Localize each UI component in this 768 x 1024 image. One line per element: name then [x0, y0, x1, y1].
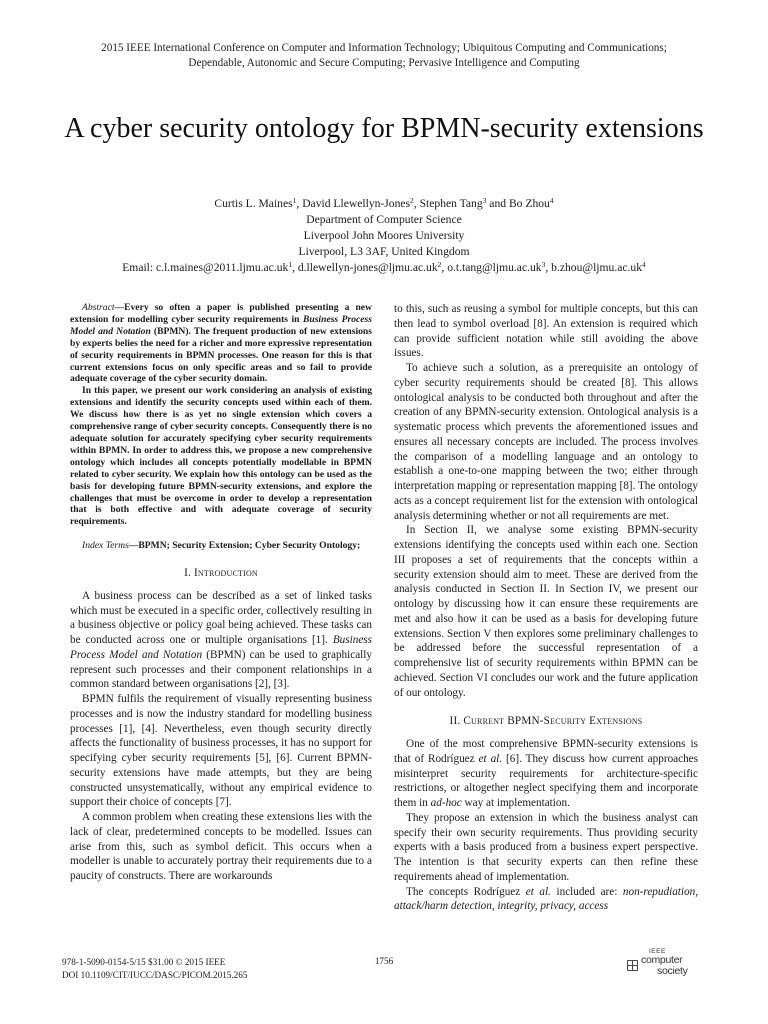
- body-emphasis: et al.: [478, 752, 503, 765]
- author-name: David Llewellyn-Jones: [302, 197, 411, 210]
- body-paragraph: [394, 737, 698, 811]
- right-column: [394, 302, 698, 914]
- body-emphasis: non-repudiation, attack/harm detection, integrity, privacy, access: [394, 885, 698, 913]
- email-label: Email:: [122, 261, 157, 274]
- conference-line-1: 2015 IEEE International Conference on Computer and Information Technology; Ubiquitous Computing and Communications;: [101, 42, 667, 54]
- email-link[interactable]: c.l.maines@2011.ljmu.ac.uk: [156, 261, 289, 274]
- abstract-paragraph: In this paper, we present our work considering an analysis of existing extensions and identify the security concepts used within each of them. We discuss how there is as yet no single extension which covers a comprehensive range of cyber security concepts. Consequently there is no adequate solution for accurately specifying cyber security requirements within BPMN. In order to address this, we propose a new comprehensive ontology which includes all concepts potentially modellable in BPMN related to cyber security. We explain how this ontology can be used as the basis for developing future BPMN-security extensions, and explore the challenges that must be overcome in order to develop a representation that is both effective and with adequate coverage of security requirements.: [70, 385, 372, 528]
- affiliation-mark: 2: [410, 196, 414, 205]
- body-paragraph: In Section II, we analyse some existing BPMN-security extensions identifying the concepts used within each one. Section III proposes a set of requirements that the concepts within a security extension should aim to meet. These are derived from the analysis conducted in Section II. In Section IV, we present our ontology by discussing how it can ensure these requirements are met and also how it can be used as a basis for developing future extensions. Section V then explores some preliminary challenges to be addressed before the successful representation of a comprehensive list of security requirements within BPMN can be achieved. Section VI concludes our work and the future application of our ontology.: [394, 524, 698, 699]
- body-text: [6]. They discuss how current approaches misinterpret security requirements for architecture-specific restrictions, or altogether neglect specifying them and incorporate them in: [394, 752, 699, 809]
- footer-left: [62, 956, 247, 982]
- logo-text-mid: computer: [641, 954, 683, 966]
- affiliation-mark: 4: [642, 260, 646, 269]
- body-text: A business process can be described as a set of linked tasks which must be executed in a specific order, collectively resulting in a business objective or policy goal being achieved. These tasks can be conducted across one or multiple organisations [1].: [70, 589, 372, 647]
- logo-text-top: IEEE: [649, 948, 666, 955]
- abstract-emphasis: Business Process Model and Notation: [70, 313, 372, 337]
- author-name: Curtis L. Maines: [214, 197, 293, 210]
- department: Department of Computer Science: [306, 213, 462, 226]
- email-link[interactable]: d.llewellyn-jones@ljmu.ac.uk: [297, 261, 438, 274]
- author-separator: ,: [296, 197, 303, 210]
- body-paragraph: To achieve such a solution, as a prerequisite an ontology of cyber security requirements should be created [8]. This allows ontological analysis to be conducted both throughout and after the creation of any BPMN-security extension. Ontological analysis is a systematic process which prevents the aforementioned issues and ensures all necessary concepts are included. The process involves the comparison of a modelling language and an ontology to establish a one-to-one mapping between the two; either through interpretation mapping or representation mapping [8]. The ontology acts as a concept requirement list for the extension with ontological analysis determining whether or not all requirements are met.: [394, 362, 698, 522]
- author-name: Bo Zhou: [508, 197, 550, 210]
- author-name: Stephen Tang: [419, 197, 483, 210]
- address: Liverpool, L3 3AF, United Kingdom: [298, 245, 470, 258]
- body-emphasis: Business Process Model and Notation: [70, 634, 372, 661]
- author-separator: and: [486, 197, 509, 210]
- section-heading: I. Introduction: [184, 567, 258, 580]
- index-terms: [70, 540, 372, 552]
- email-separator: ,: [545, 261, 552, 274]
- author-separator: ,: [413, 197, 420, 210]
- logo-mark-icon: [627, 960, 638, 971]
- logo-text-bottom: society: [657, 965, 688, 977]
- author-names: [40, 196, 728, 212]
- body-paragraph: BPMN fulfils the requirement of visually representing business processes and is now the industry standard for modelling business processes [1], [4]. Nevertheless, even though security directly affects the functionality of business processes, it has no support for specifying cyber security requirements [5], [6]. Current BPMN-security extensions have made attempts, but they are being constructed unsystematically, without any empirical evidence to support their choice of concepts [7].: [70, 693, 372, 809]
- body-text: way at implementation.: [461, 797, 570, 809]
- index-terms-label: Index Terms: [82, 540, 129, 552]
- body-text: One of the most comprehensive BPMN-security extensions is that of Rodríguez: [394, 738, 698, 765]
- body-emphasis: ad-hoc: [430, 797, 462, 809]
- abstract-label: Abstract: [82, 302, 115, 313]
- ieee-computer-society-logo: [627, 948, 699, 978]
- email-link[interactable]: o.t.tang@ljmu.ac.uk: [447, 261, 542, 274]
- paper-title: A cyber security ontology for BPMN-security extensions: [64, 113, 704, 144]
- index-terms-text: —BPMN; Security Extension; Cyber Security Ontology;: [128, 540, 361, 552]
- isbn-line: 978-1-5090-0154-5/15 $31.00 © 2015 IEEE: [62, 957, 226, 967]
- university: Liverpool John Moores University: [303, 229, 465, 242]
- page-number: 1756: [374, 956, 394, 966]
- body-paragraph: They propose an extension in which the business analyst can specify their own security requirements. Thus providing security experts with a basis produced from a business expert perspective. The intention is that security experts can then refine these requirements ahead of implementation.: [394, 811, 698, 883]
- affiliation-mark: 1: [288, 260, 293, 269]
- body-emphasis: et al.: [525, 885, 551, 898]
- section-heading: II. Current BPMN-Security Extensions: [449, 715, 643, 728]
- affiliation-mark: 2: [437, 260, 442, 269]
- affiliation-mark: 4: [549, 196, 554, 205]
- left-column: [70, 302, 372, 884]
- doi-line: DOI 10.1109/CIT/IUCC/DASC/PICOM.2015.265: [62, 970, 248, 980]
- conference-header: [40, 41, 728, 71]
- body-paragraph: to this, such as reusing a symbol for multiple concepts, but this can then lead to symbol overload [8]. An extension is required which can provide sufficient notation while still avoiding the above issues.: [394, 303, 698, 360]
- abstract-paragraph: [70, 302, 372, 385]
- body-text: The concepts Rodríguez: [406, 885, 526, 898]
- author-block: [40, 196, 728, 276]
- abstract: [70, 302, 372, 528]
- email-separator: ,: [292, 261, 298, 274]
- abstract-text: —Every so often a paper is published presenting a new extension for modelling cyber security requirements in: [70, 302, 372, 325]
- body-paragraph: [70, 589, 372, 692]
- abstract-text: (BPMN). The frequent production of new extensions by experts belies the need for a richer and more expressive representation of security requirements in BPMN processes. One reason for this is that current extensions focus on only specific areas and so fail to provide adequate coverage of the cyber security domain.: [70, 325, 372, 385]
- email-link[interactable]: b.zhou@ljmu.ac.uk: [551, 261, 643, 274]
- affiliation-mark: 3: [541, 260, 546, 269]
- body-text: (BPMN) can be used to graphically represent such processes and their component relationships in a common standard between organisations [2], [3].: [70, 648, 372, 691]
- body-text: included are:: [550, 885, 623, 898]
- body-paragraph: A common problem when creating these extensions lies with the lack of clear, predetermined concepts to be modelled. Issues can arise from this, such as symbol deficit. This occurs when a modeller is unable to accurately portray their requirements due to a paucity of constructs. There are workarounds: [70, 811, 372, 883]
- affiliation-mark: 1: [292, 196, 297, 205]
- affiliation-mark: 3: [482, 196, 487, 205]
- email-line: [40, 260, 728, 276]
- body-paragraph: [394, 885, 698, 915]
- conference-line-2: Dependable, Autonomic and Secure Computing; Pervasive Intelligence and Computing: [188, 57, 580, 69]
- email-separator: ,: [441, 261, 448, 274]
